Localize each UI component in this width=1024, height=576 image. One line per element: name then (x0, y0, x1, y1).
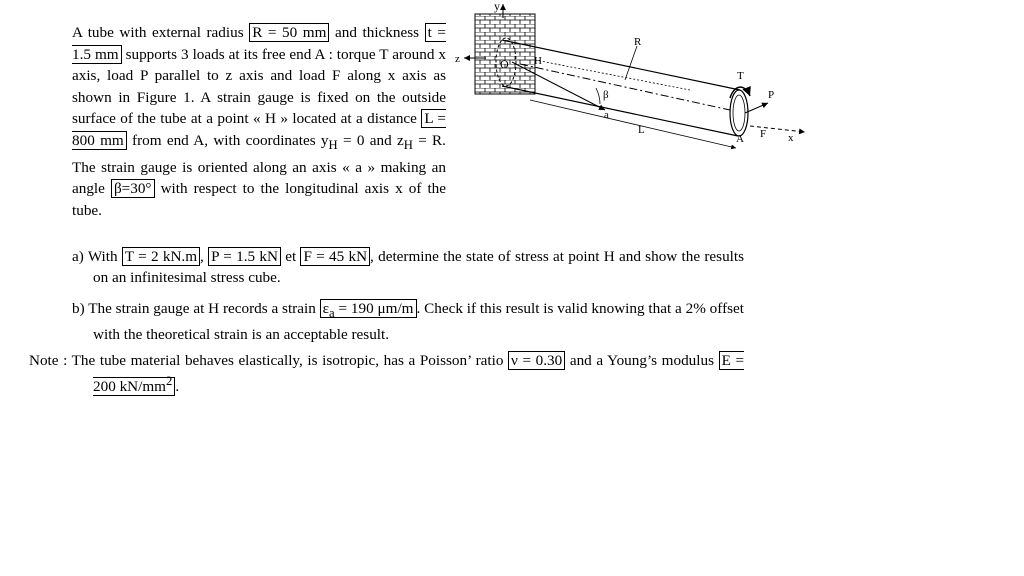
radius-label: R (634, 36, 642, 48)
radius-value: R = 50 mm (249, 23, 329, 42)
end-a-label: A (736, 133, 744, 145)
fixed-wall (475, 14, 535, 94)
note: Note : The tube material behaves elastically, is isotropic, has a Poisson’ ratio ν = 0.30 and a Young’s modulus E = 200 $kN/mm^2$ . (29, 352, 745, 396)
length-label: L (638, 124, 645, 136)
angle-label: β (603, 89, 609, 101)
point-h-label: H (534, 55, 542, 67)
strain-value: $\varepsilon_a = 190$ μm/m (320, 299, 417, 318)
load-p-value: P = 1.5 kN (208, 247, 281, 266)
torque-label: T (737, 70, 744, 82)
y-axis-label: y (494, 0, 500, 13)
load-f-value: F = 45 kN (300, 247, 370, 266)
angle-value: β=30° (111, 179, 155, 198)
x-axis-label: x (788, 132, 794, 144)
z-axis-label: z (455, 53, 460, 65)
gauge-axis-label: a (604, 109, 609, 121)
poisson-value: ν = 0.30 (508, 351, 565, 370)
question-a: a) With T = 2 kN.m , P = 1.5 kN et F = 45 kN , determine the state of stress at point H and show the results on an infinitesimal stress cube. (72, 248, 745, 286)
distance-value: L = 800 mm (72, 110, 446, 149)
load-f-label: F (760, 128, 767, 140)
origin-label: O (500, 57, 509, 71)
question-b: b) The strain gauge at H records a strain $\varepsilon_a = 190$ μm/m . Check if this result is valid knowing that a 2% offset with the theoretical strain is an acceptable result. (72, 300, 744, 344)
load-p-label: P (768, 89, 775, 101)
thickness-value: t = 1.5 mm (72, 24, 446, 63)
problem-statement: A tube with external radius R = 50 mm and thickness t = 1.5 mm supports 3 loads at its free end A : torque T around x axis, load P parallel to z axis and load F along x axis as shown in Figure 1. A strain gauge is fixed on the outside surface of the tube at a point « H » located at a distance L = 800 mm from end A, with coordinates $y_H = 0$ and $z_H = R$. The strain gauge is oriented along an axis « a » making an angle β=30° with respect to the longitudinal axis x of the tube. (72, 24, 447, 219)
torque-value: T = 2 kN.m (122, 247, 200, 266)
tube-figure (450, 0, 810, 160)
modulus-value: E = 200 $kN/mm^2$ (93, 352, 745, 396)
